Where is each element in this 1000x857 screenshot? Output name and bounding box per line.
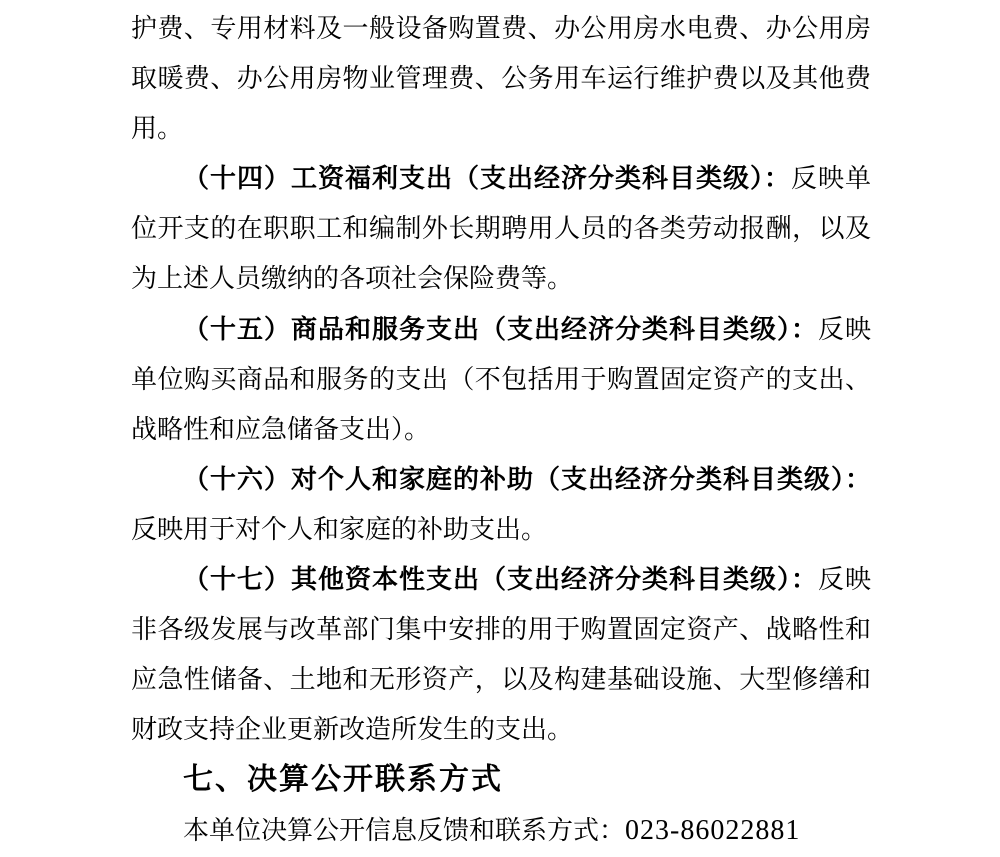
text-segment: 应急性储备、土地和无形资产，以及构建基础设施、大型修缮和 <box>131 665 871 695</box>
text-line <box>131 154 871 204</box>
text-segment: 取暖费、办公用房物业管理费、公务用车运行维护费以及其他费 <box>131 64 871 94</box>
text-segment: 护费、专用材料及一般设备购置费、办公用房水电费、办公用房 <box>131 14 871 43</box>
text-segment: 财政支持企业更新改造所发生的支出。 <box>131 715 574 745</box>
text-line <box>131 806 871 856</box>
text-line <box>131 4 871 54</box>
text-segment: 七、决算公开联系方式 <box>183 763 503 797</box>
text-segment: 反映单 <box>790 164 871 194</box>
text-segment: 单位购买商品和服务的支出（不包括用于购置固定资产的支出、 <box>131 364 871 394</box>
text-line <box>131 705 871 755</box>
text-line <box>131 355 871 405</box>
text-line <box>131 655 871 705</box>
text-segment: 战略性和应急储备支出）。 <box>131 414 431 444</box>
text-segment: 反映 <box>817 565 871 595</box>
text-segment: （十六）对个人和家庭的补助（支出经济分类科目类级）： <box>183 464 871 494</box>
text-segment: 反映 <box>817 314 871 344</box>
section-heading <box>131 755 871 805</box>
text-line <box>131 104 871 154</box>
text-line <box>131 505 871 555</box>
text-line <box>131 305 871 355</box>
text-segment: 为上述人员缴纳的各项社会保险费等。 <box>131 264 574 294</box>
text-segment: （十五）商品和服务支出（支出经济分类科目类级）： <box>183 314 818 344</box>
text-line <box>131 605 871 655</box>
text-segment: 位开支的在职职工和编制外长期聘用人员的各类劳动报酬，以及 <box>131 214 871 244</box>
text-line <box>131 54 871 104</box>
text-segment: 本单位决算公开信息反馈和联系方式： <box>183 815 626 845</box>
text-line <box>131 405 871 455</box>
text-segment: （十四）工资福利支出（支出经济分类科目类级）： <box>183 164 791 194</box>
text-line <box>131 555 871 605</box>
text-line <box>131 204 871 254</box>
text-line <box>131 254 871 304</box>
text-segment: （十七）其他资本性支出（支出经济分类科目类级）： <box>183 565 818 595</box>
document-body <box>131 4 871 856</box>
text-segment: 非各级发展与改革部门集中安排的用于购置固定资产、战略性和 <box>131 615 871 645</box>
phone-number: 023-86022881 <box>625 814 801 846</box>
text-segment: 用。 <box>131 114 184 144</box>
text-line <box>131 455 871 505</box>
text-segment: 反映用于对个人和家庭的补助支出。 <box>131 514 548 544</box>
